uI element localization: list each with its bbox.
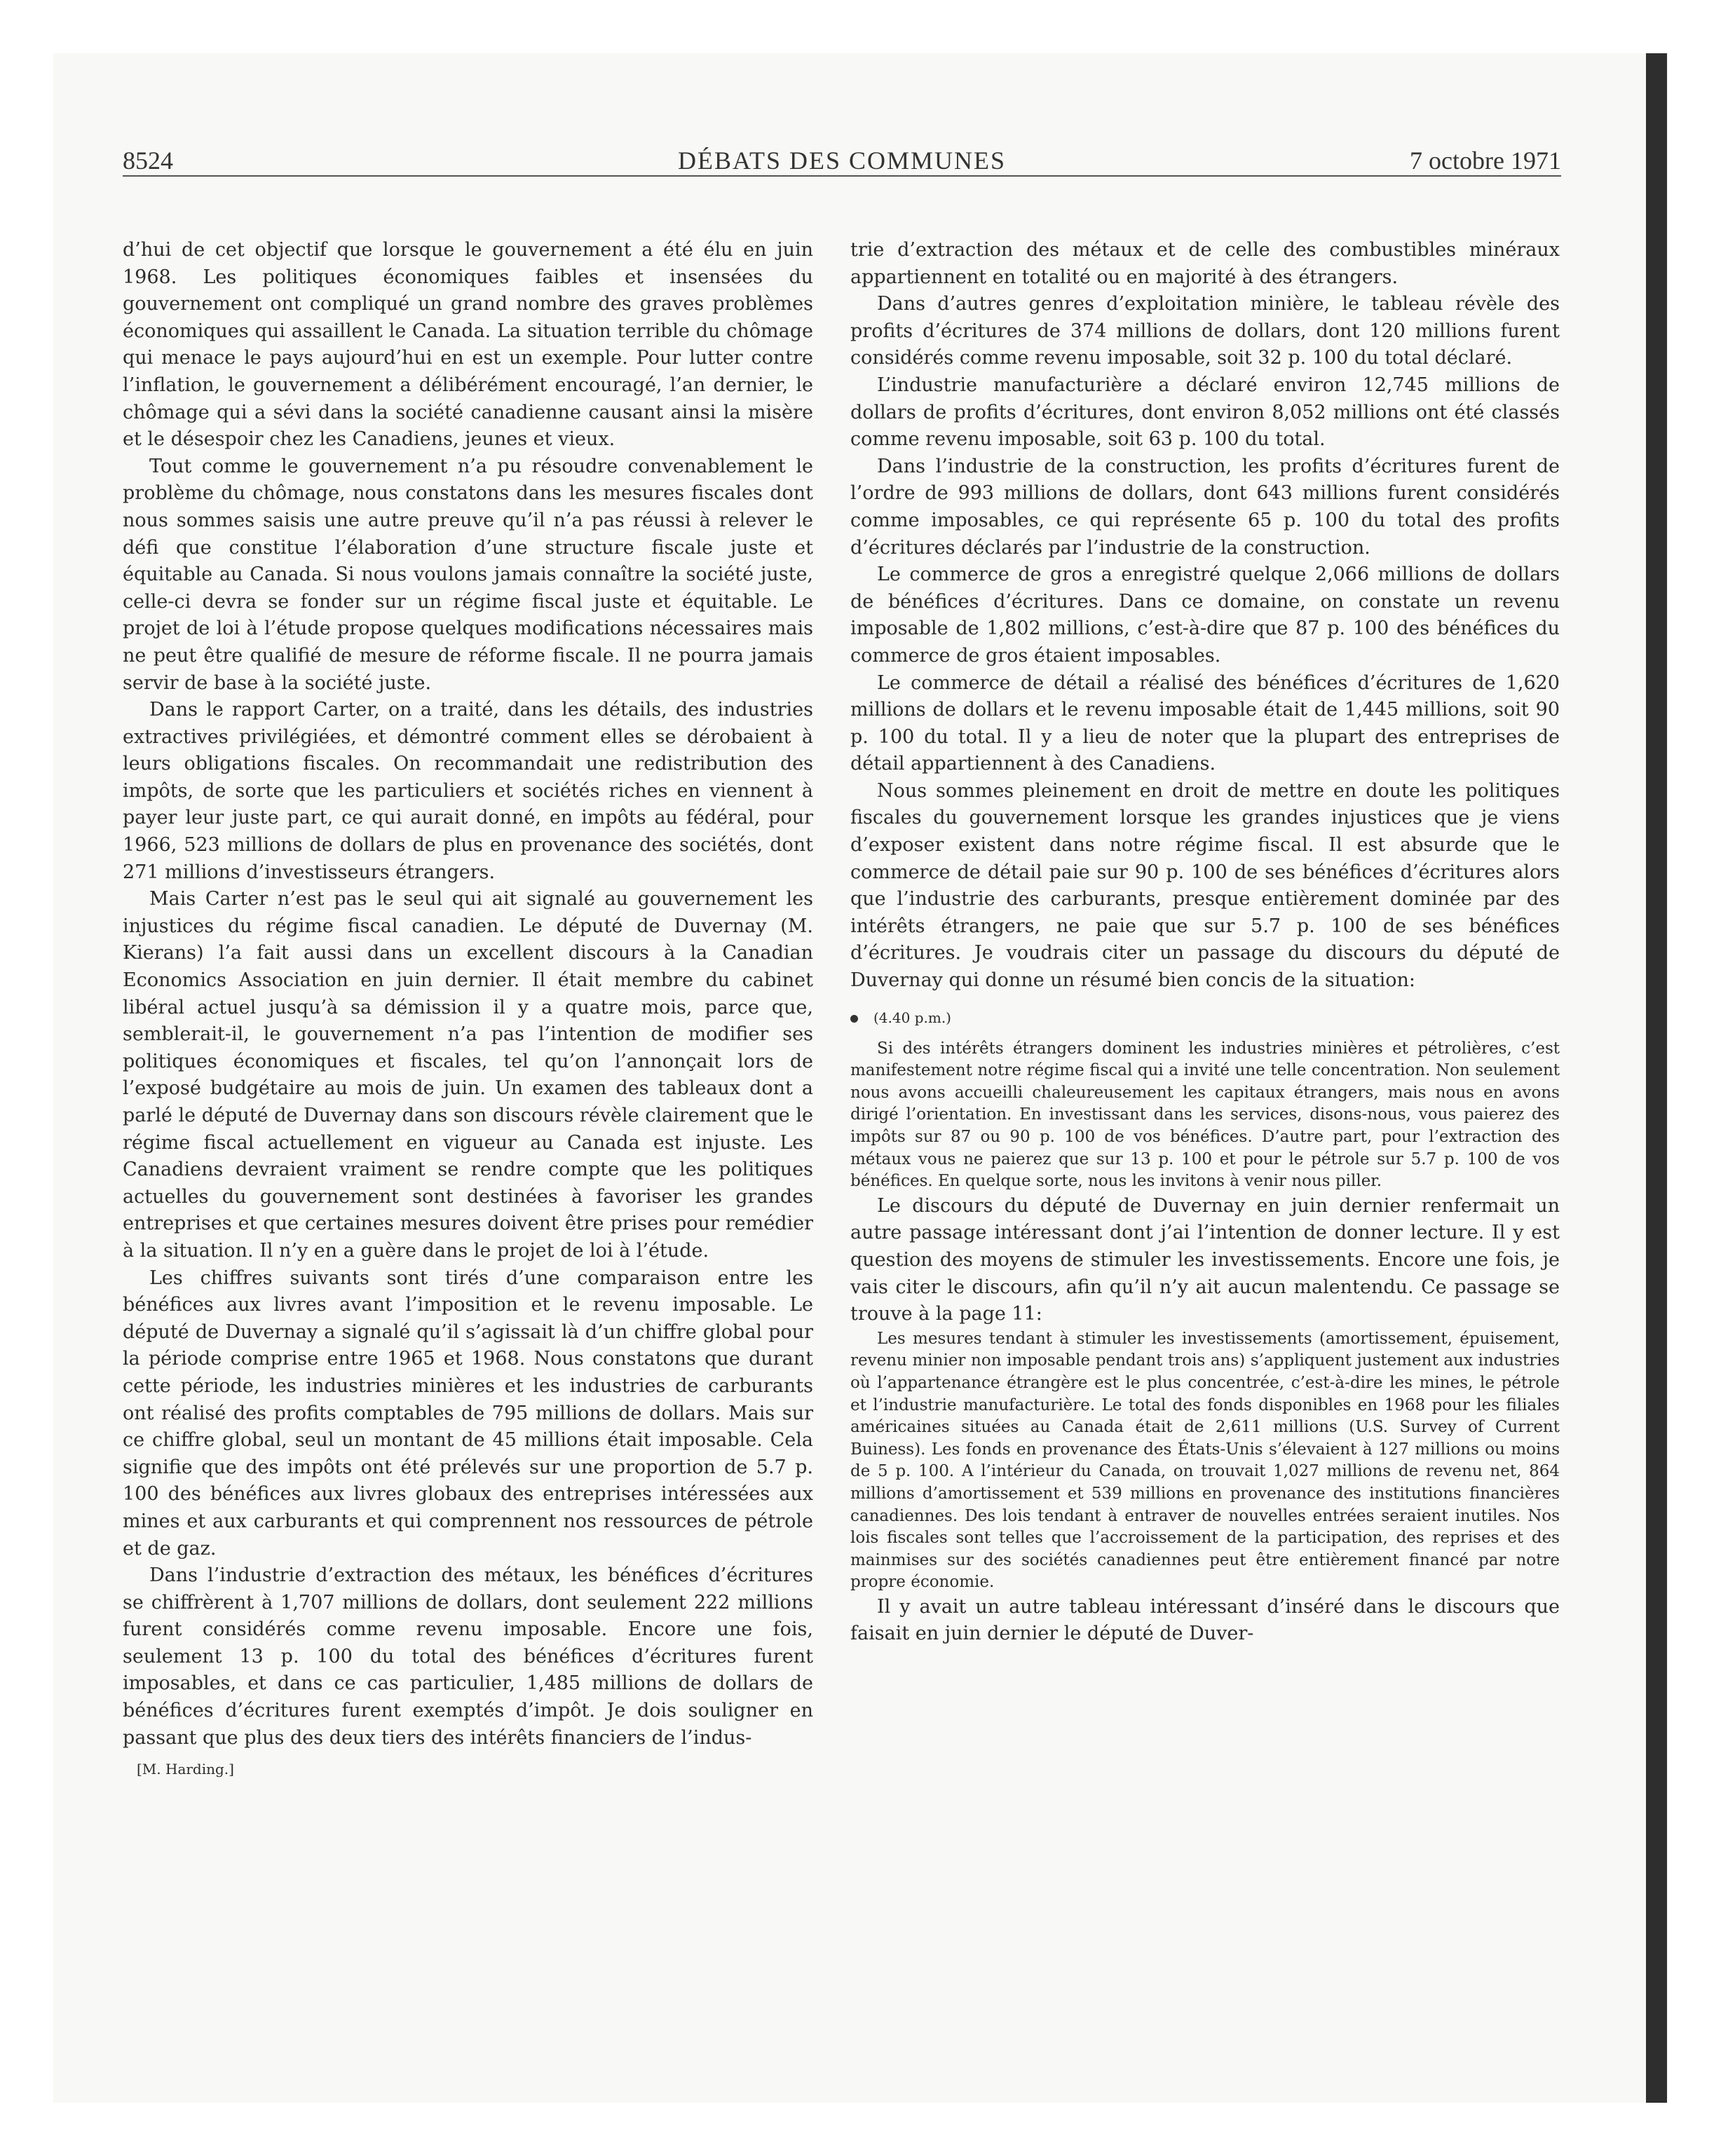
right-column — [850, 237, 1560, 1648]
speaker-attribution: [M. Harding.] — [137, 1761, 234, 1778]
paragraph: Dans l’industrie d’extraction des métaux, les bénéfices d’écritures se chiffrèrent à 1,707 millions de dollars, dont seulement 222 millions furent considérés comme revenu imposable. Encore une fois, seulement 13 p. 100 du total des bénéfices d’écritures furent imposables, et dans ce cas particulier, 1,485 millions de dollars de bénéfices d’écritures furent exemptés d’impôt. Je dois souligner en passant que plus des deux tiers des intérêts financiers de l’indus- — [123, 1564, 813, 1749]
paragraph: Le commerce de gros a enregistré quelque 2,066 millions de dollars de bénéfices d’écritures. Dans ce domaine, on constate un revenu imposable de 1,802 millions, c’est-à-dire que 87 p. 100 des bénéfices du commerce de gros étaient imposables. — [850, 564, 1560, 667]
publication-date: 7 octobre 1971 — [1410, 146, 1561, 175]
publication-title: DÉBATS DES COMMUNES — [677, 146, 1007, 175]
left-column — [123, 237, 813, 1780]
paragraph: Dans le rapport Carter, on a traité, dans les détails, des industries extractives privilégiées, et démontré comment elles se dérobaient à leurs obligations fiscales. On recommandait une redistribution des impôts, de sorte que les particuliers et sociétés riches en viennent à payer leur juste part, ce qui aurait donné, en impôts au fédéral, pour 1966, 523 millions de dollars de plus en provenance des sociétés, dont 271 millions d’investisseurs étrangers. — [123, 699, 813, 883]
page-header — [123, 144, 1561, 177]
paragraph: Tout comme le gouvernement n’a pu résoudre convenablement le problème du chômage, nous constatons dans les mesures fiscales dont nous sommes saisis une autre preuve qu’il n’a pas réussi à relever le défi que constitue l’élaboration d’une structure fiscale juste et équitable au Canada. Si nous voulons jamais connaître la société juste, celle-ci devra se fonder sur un régime fiscal juste et équitable. Le projet de loi à l’étude propose quelques modifications nécessaires mais ne peut être qualifié de mesure de réforme fiscale. Il ne pourra jamais servir de base à la société juste. — [123, 455, 813, 694]
timestamp — [850, 1007, 1560, 1028]
paragraph: Dans d’autres genres d’exploitation minière, le tableau révèle des profits d’écritures de 374 millions de dollars, dont 120 millions furent considérés comme revenu imposable, soit 32 p. 100 du total déclaré. — [850, 293, 1560, 369]
paragraph: Dans l’industrie de la construction, les profits d’écritures furent de l’ordre de 993 millions de dollars, dont 643 millions furent considérés comme imposables, ce qui représente 65 p. 100 du total des profits d’écritures déclarés par l’industrie de la construction. — [850, 455, 1560, 559]
paragraph: trie d’extraction des métaux et de celle des combustibles minéraux appartiennent en totalité ou en majorité à des étrangers. — [850, 239, 1560, 288]
paragraph: L’industrie manufacturière a déclaré environ 12,745 millions de dollars de profits d’écritures, dont environ 8,052 millions ont été classés comme revenu imposable, soit 63 p. 100 du total. — [850, 374, 1560, 451]
paragraph: Le commerce de détail a réalisé des bénéfices d’écritures de 1,620 millions de dollars et le revenu imposable était de 1,445 millions, soit 90 p. 100 du total. Il y a lieu de noter que la plupart des entreprises de détail appartiennent à des Canadiens. — [850, 671, 1560, 775]
paragraph: Nous sommes pleinement en droit de mettre en doute les politiques fiscales du gouvernement lorsque les grandes injustices que je viens d’exposer existent dans notre régime fiscal. Il est absurde que le commerce de détail paie sur 90 p. 100 de ses bénéfices d’écritures alors que l’industrie des carburants, presque entièrement dominée par des intérêts étrangers, ne paie que sur 5.7 p. 100 de ses bénéfices d’écritures. Je voudrais citer un passage du discours du député de Duvernay qui donne un résumé bien concis de la situation: — [850, 779, 1560, 992]
paragraph: Il y avait un autre tableau intéressant d’inséré dans le discours que faisait en juin dernier le député de Duver- — [850, 1595, 1560, 1645]
bullet-icon — [850, 1015, 858, 1023]
block-quote: Les mesures tendant à stimuler les investissements (amortissement, épuisement, revenu minier non imposable pendant trois ans) s’appliquent justement aux industries où l’appartenance étrangère est le plus concentrée, c’est-à-dire les mines, le pétrole et l’industrie manufacturière. Le total des fonds disponibles en 1968 pour les filiales américaines situées au Canada était de 2,611 millions (U.S. Survey of Current Buiness). Les fonds en provenance des États-Unis s’élevaient à 127 millions ou moins de 5 p. 100. A l’intérieur du Canada, on trouvait 1,027 millions de revenu net, 864 millions d’amortissement et 539 millions en provenance des institutions financières canadiennes. Des lois tendant à entraver de nouvelles entrées seraient inutiles. Nos lois fiscales sont telles que l’accroissement de la participation, des reprises et des mainmises sur des sociétés canadiennes peut être entièrement financé par notre propre économie. — [850, 1329, 1560, 1592]
timestamp-text: (4.40 p.m.) — [873, 1009, 951, 1026]
paragraph: Les chiffres suivants sont tirés d’une comparaison entre les bénéfices aux livres avant l’imposition et le revenu imposable. Le député de Duvernay a signalé qu’il s’agissait là d’un chiffre global pour la période comprise entre 1965 et 1968. Nous constatons que durant cette période, les industries minières et les industries de carburants ont réalisé des profits comptables de 795 millions de dollars. Mais sur ce chiffre global, seul un montant de 45 millions était imposable. Cela signifie que des impôts ont été prélevés sur une proportion de 5.7 p. 100 des bénéfices aux livres globaux des entreprises intéressées aux mines et aux carburants et qui comprennent nos ressources de pétrole et de gaz. — [123, 1267, 813, 1560]
block-quote: Si des intérêts étrangers dominent les industries minières et pétrolières, c’est manifestement notre régime fiscal qui a invité une telle concentration. Non seulement nous avons accueilli chaleureusement les capitaux étrangers, mais nous en avons dirigé l’orientation. En investissant dans les services, disons-nous, vous paierez des impôts sur 87 ou 90 p. 100 de vos bénéfices. D’autre part, pour l’extraction des métaux vous ne paierez que sur 13 p. 100 et pour le pétrole sur 5.7 p. 100 de vos bénéfices. En quelque sorte, nous les invitons à venir nous piller. — [850, 1039, 1560, 1191]
paragraph: d’hui de cet objectif que lorsque le gouvernement a été élu en juin 1968. Les politiques économiques faibles et insensées du gouvernement ont compliqué un grand nombre des graves problèmes économiques qui assaillent le Canada. La situation terrible du chômage qui menace le pays aujourd’hui en est un exemple. Pour lutter contre l’inflation, le gouvernement a délibérément encouragé, l’an dernier, le chômage qui a sévi dans la société canadienne causant ainsi la misère et le désespoir chez les Canadiens, jeunes et vieux. — [123, 239, 813, 451]
scan-edge-shadow — [1646, 53, 1667, 2103]
page-number: 8524 — [123, 146, 173, 175]
paragraph: Le discours du député de Duvernay en juin dernier renfermait un autre passage intéressant dont j’ai l’intention de donner lecture. Il y est question des moyens de stimuler les investissements. Encore une fois, je vais citer le discours, afin qu’il n’y ait aucun malentendu. Ce passage se trouve à la page 11: — [850, 1194, 1560, 1325]
paragraph: Mais Carter n’est pas le seul qui ait signalé au gouvernement les injustices du régime fiscal canadien. Le député de Duvernay (M. Kierans) l’a fait aussi dans un excellent discours à la Canadian Economics Association en juin dernier. Il était membre du cabinet libéral actuel jusqu’à sa démission il y a quatre mois, parce que, semblerait-il, le gouvernement n’a pas l’intention de modifier ses politiques économiques et fiscales, tel qu’on l’annonçait lors de l’exposé budgétaire au mois de juin. Un examen des tableaux dont a parlé le député de Duvernay dans son discours révèle clairement que le régime fiscal actuellement en vigueur au Canada est injuste. Les Canadiens devraient vraiment se rendre compte que les politiques actuelles du gouvernement sont destinées à favoriser les grandes entreprises et que certaines mesures doivent être prises pour remédier à la situation. Il n’y en a guère dans le projet de loi à l’étude. — [123, 888, 813, 1262]
